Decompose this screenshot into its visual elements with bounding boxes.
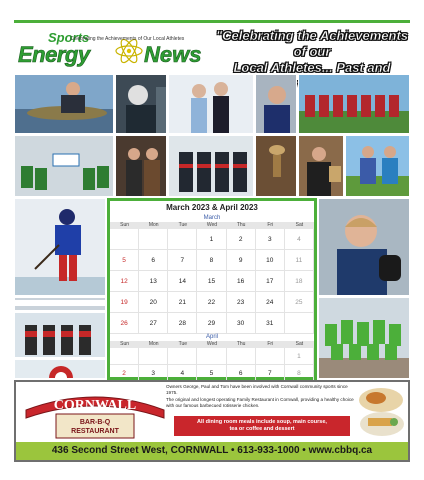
day-cell[interactable]: 12 (110, 271, 139, 292)
photo-football-team-lineup (298, 74, 410, 134)
ad-paragraph-history: The original and longest operating Family Restaurant in Cornwall, providing a healthy choice with our famous barbecued rotisserie chicken. (166, 397, 354, 408)
day-cell[interactable]: 8 (285, 365, 314, 382)
empty-day-cell (168, 229, 197, 250)
dow-sat: Sat (295, 222, 304, 228)
empty-day-cell (285, 313, 314, 334)
day-cell[interactable]: 30 (227, 313, 256, 334)
month-label-april: April (205, 334, 218, 340)
month-label-march: March (203, 215, 221, 221)
day-cell[interactable]: 13 (139, 271, 168, 292)
callout-line-1: All dining room meals include soup, main course, (197, 419, 327, 425)
day-cell[interactable]: 22 (197, 292, 226, 313)
day-cell[interactable]: 29 (197, 313, 226, 334)
cornwall-bbq-sign (20, 388, 170, 444)
photo-golfer-with-trophy (345, 135, 410, 197)
day-cell[interactable]: 9 (227, 250, 256, 271)
dow-tue: Tue (178, 222, 188, 228)
photo-fisherman-with-pike (14, 74, 114, 134)
day-cell[interactable]: 15 (197, 271, 226, 292)
headline-line-1: "Celebrating the Achievements of our (215, 28, 409, 59)
april-day-grid (110, 348, 314, 382)
day-cell[interactable]: 2 (227, 229, 256, 250)
day-cell[interactable]: 6 (139, 250, 168, 271)
dow-sun: Sun (120, 222, 130, 228)
day-of-week-header (110, 341, 314, 348)
day-cell[interactable]: 6 (227, 365, 256, 382)
photo-scoreboard-strip (14, 297, 106, 311)
dow-sat: Sat (295, 341, 304, 347)
photo-curling-team-on-ice (14, 312, 106, 358)
photo-trophy-presentation (255, 135, 297, 197)
day-cell[interactable]: 5 (197, 365, 226, 382)
day-cell[interactable]: 24 (256, 292, 285, 313)
sign-restaurant: RESTAURANT (71, 428, 119, 435)
photo-hockey-goalie-portrait (115, 74, 167, 134)
logo-word-sports: Sports (48, 30, 90, 45)
day-of-week-header (110, 222, 314, 229)
day-cell[interactable]: 16 (227, 271, 256, 292)
sign-bbq: BAR-B-Q (79, 419, 111, 426)
dow-thu: Thu (236, 341, 246, 347)
day-cell[interactable]: 3 (256, 229, 285, 250)
day-cell[interactable]: 23 (227, 292, 256, 313)
day-cell[interactable]: 2 (110, 365, 139, 382)
photo-curling-house (14, 359, 106, 379)
day-cell[interactable]: 4 (168, 365, 197, 382)
day-cell[interactable]: 7 (256, 365, 285, 382)
empty-day-cell (227, 348, 256, 365)
dow-tue: Tue (178, 341, 188, 347)
ad-copy (166, 384, 356, 410)
empty-day-cell (139, 229, 168, 250)
ad-footer-contact: 436 Second Street West, CORNWALL • 613-933-1000 • www.cbbq.ca (16, 442, 408, 460)
day-cell[interactable]: 19 (110, 292, 139, 313)
dow-mon: Mon (148, 222, 159, 228)
calendar-title: March 2023 & April 2023 (166, 203, 258, 212)
day-cell[interactable]: 17 (256, 271, 285, 292)
photo-figure-skating-pair (168, 74, 254, 134)
day-cell[interactable]: 21 (168, 292, 197, 313)
dow-wed: Wed (206, 222, 218, 228)
photo-hockey-player-portrait (255, 74, 297, 134)
empty-day-cell (197, 348, 226, 365)
empty-day-cell (139, 348, 168, 365)
logo-tagline: Celebrating the Achievements of Our Local Athletes (70, 36, 185, 42)
day-cell[interactable]: 5 (110, 250, 139, 271)
day-cell[interactable]: 1 (197, 229, 226, 250)
empty-day-cell (110, 229, 139, 250)
headline-line-2: Local Athletes... Past and (233, 60, 391, 75)
empty-day-cell (168, 348, 197, 365)
day-cell[interactable]: 3 (139, 365, 168, 382)
sign-name: CORNWALL (53, 398, 137, 413)
ad-meal-callout (174, 416, 350, 436)
day-cell[interactable]: 25 (285, 292, 314, 313)
sports-energy-news-logo (14, 28, 210, 72)
top-accent-rule (14, 20, 410, 23)
photo-hockey-team-champions (14, 135, 114, 197)
photo-hockey-player-skating (14, 198, 106, 296)
empty-day-cell (110, 348, 139, 365)
restaurant-ad (14, 380, 410, 462)
dow-wed: Wed (206, 341, 218, 347)
day-cell[interactable]: 26 (110, 313, 139, 334)
day-cell[interactable]: 7 (168, 250, 197, 271)
logo-word-energy: Energy (18, 42, 90, 67)
day-cell[interactable]: 28 (168, 313, 197, 334)
day-cell[interactable]: 11 (285, 250, 314, 271)
day-cell[interactable]: 20 (139, 292, 168, 313)
dow-thu: Thu (236, 222, 246, 228)
food-photo (354, 384, 408, 440)
dow-fri: Fri (267, 222, 274, 228)
empty-day-cell (256, 348, 285, 365)
photo-young-hockey-player (318, 198, 410, 296)
photo-award-presentation (115, 135, 167, 197)
calendar (107, 198, 317, 380)
logo-word-news: News (144, 42, 202, 67)
day-cell[interactable]: 31 (256, 313, 285, 334)
day-cell[interactable]: 1 (285, 348, 314, 365)
dow-mon: Mon (148, 341, 159, 347)
day-cell[interactable]: 18 (285, 271, 314, 292)
day-cell[interactable]: 4 (285, 229, 314, 250)
day-cell[interactable]: 8 (197, 250, 226, 271)
photo-presentation-plaque (298, 135, 344, 197)
photo-curling-team (168, 135, 254, 197)
march-day-grid (110, 229, 314, 334)
photo-youth-soccer-team (318, 297, 410, 379)
dow-fri: Fri (267, 341, 274, 347)
callout-line-2: tea or coffee and dessert (229, 426, 295, 432)
dow-sun: Sun (120, 341, 130, 347)
day-cell[interactable]: 10 (256, 250, 285, 271)
ad-paragraph-owners: Owners George, Paul and Tom have been involved with Cornwall community sports since 1975. (166, 384, 348, 395)
day-cell[interactable]: 27 (139, 313, 168, 334)
day-cell[interactable]: 14 (168, 271, 197, 292)
